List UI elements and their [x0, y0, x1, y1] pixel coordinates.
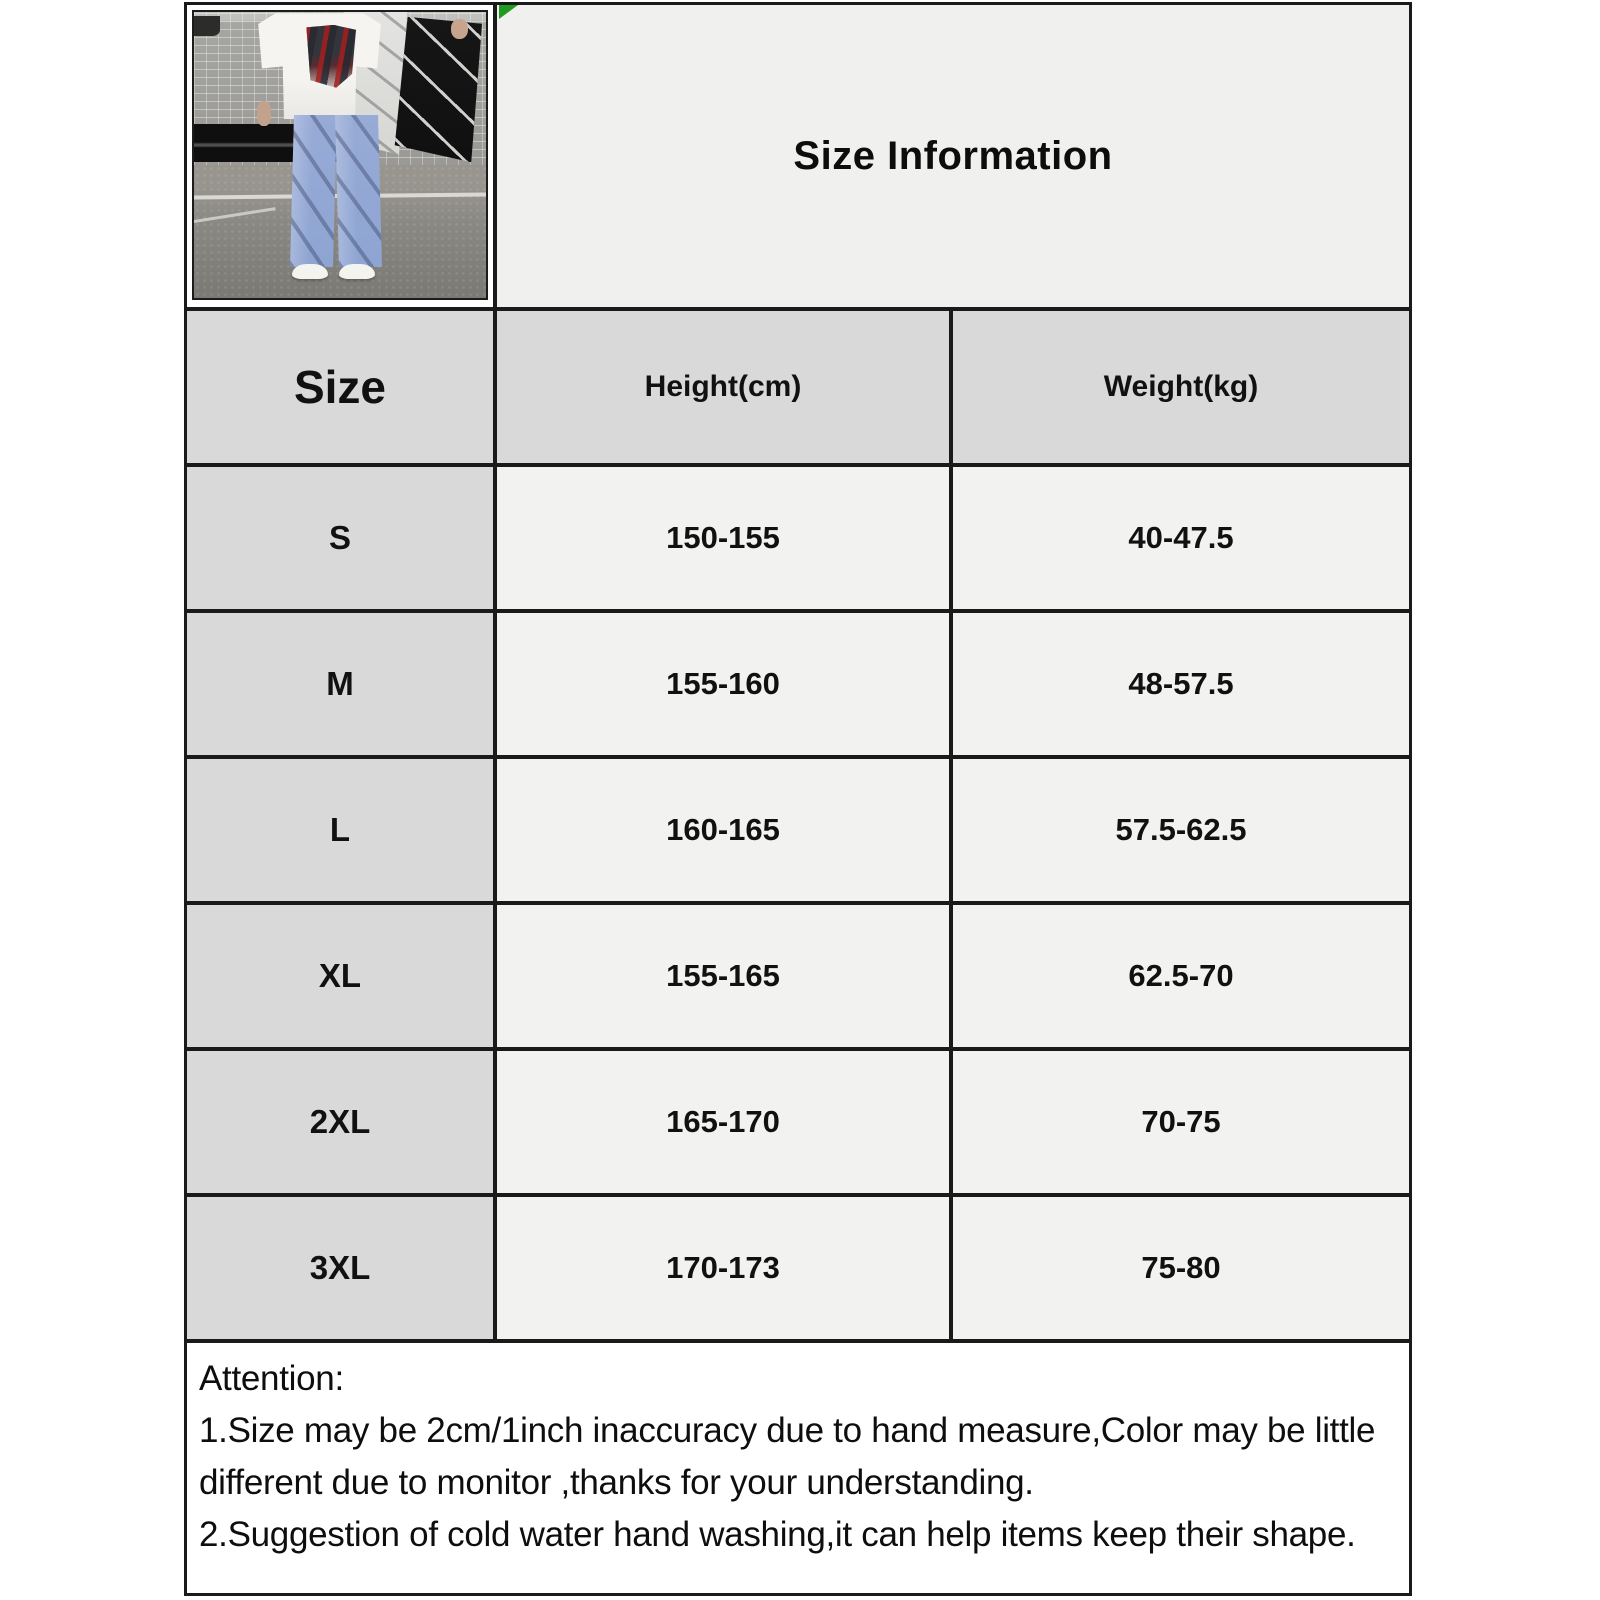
photo-black-fabric — [393, 16, 483, 162]
table-row — [187, 755, 1409, 901]
row-height-value: 155-160 — [497, 613, 953, 755]
row-weight-value: 75-80 — [953, 1197, 1409, 1339]
photo-model-hand — [451, 19, 469, 39]
table-row — [187, 1193, 1409, 1339]
attention-note-2: 2.Suggestion of cold water hand washing,it can help items keep their shape. — [199, 1515, 1356, 1554]
row-weight-value: 62.5-70 — [953, 905, 1409, 1047]
photo-pants-left-leg — [290, 115, 337, 267]
photo-model-arm — [257, 101, 272, 127]
photo-dark-corner — [194, 16, 220, 36]
row-height-value: 160-165 — [497, 759, 953, 901]
table-row — [187, 609, 1409, 755]
page-title: Size Information — [793, 133, 1113, 178]
row-size-label: M — [187, 613, 497, 755]
photo-left-shoe — [292, 264, 329, 280]
photo-blue-pants — [290, 115, 381, 267]
photo-right-shoe — [339, 264, 376, 280]
green-corner-marker-icon — [499, 5, 518, 19]
row-size-label: L — [187, 759, 497, 901]
table-row — [187, 901, 1409, 1047]
product-photo-cell — [187, 5, 497, 307]
row-weight-value: 48-57.5 — [953, 613, 1409, 755]
table-row — [187, 463, 1409, 609]
row-size-label: 2XL — [187, 1051, 497, 1193]
row-size-label: 3XL — [187, 1197, 497, 1339]
header-weight: Weight(kg) — [1103, 370, 1259, 403]
size-chart-sheet — [184, 2, 1412, 1596]
photo-pants-right-leg — [335, 115, 382, 267]
table-header-row — [187, 307, 1409, 463]
attention-heading: Attention: — [199, 1359, 344, 1398]
row-height-value: 155-165 — [497, 905, 953, 1047]
row-weight-value: 40-47.5 — [953, 467, 1409, 609]
top-row — [187, 5, 1409, 307]
table-row — [187, 1047, 1409, 1193]
row-height-value: 165-170 — [497, 1051, 953, 1193]
title-cell — [497, 5, 1409, 307]
row-height-value: 150-155 — [497, 467, 953, 609]
header-size: Size — [187, 311, 497, 463]
row-height-value: 170-173 — [497, 1197, 953, 1339]
attention-block — [187, 1339, 1409, 1593]
row-weight-value: 57.5-62.5 — [953, 759, 1409, 901]
attention-note-1: 1.Size may be 2cm/1inch inaccuracy due to hand measure,Color may be little different due to monitor ,thanks for your understanding. — [199, 1411, 1376, 1502]
product-photo — [192, 10, 488, 300]
row-size-label: XL — [187, 905, 497, 1047]
row-size-label: S — [187, 467, 497, 609]
header-height: Height(cm) — [497, 311, 953, 463]
row-weight-value: 70-75 — [953, 1051, 1409, 1193]
